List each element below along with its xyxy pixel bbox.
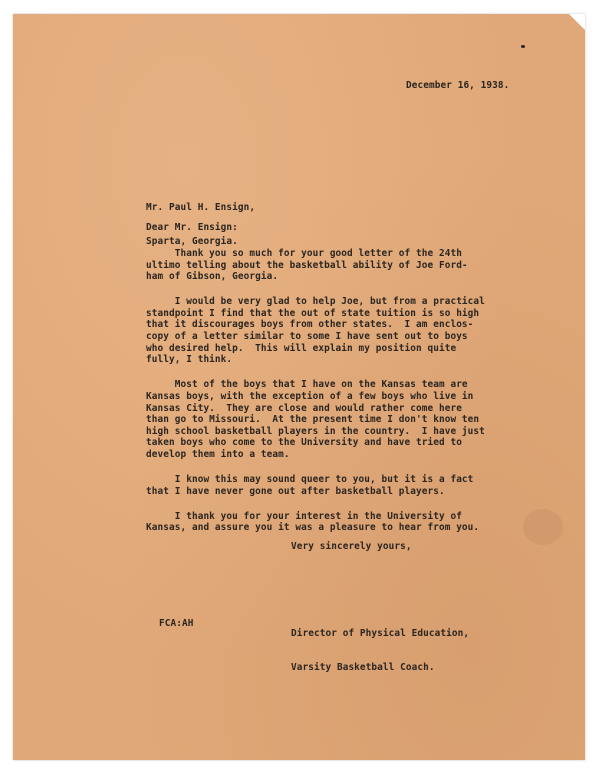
signature-title: Director of Physical Education, — [291, 628, 470, 639]
body-paragraph — [146, 248, 485, 283]
body-line: that it discourages boys from other states. I am enclos- — [146, 319, 474, 331]
body-line: ultimo telling about the basketball ability of Joe Ford- — [146, 259, 468, 271]
body-line: I would be very glad to help Joe, but from a practical — [146, 296, 485, 308]
body-line: taken boys who come to the University and have tried to — [146, 437, 462, 449]
body-paragraph — [146, 474, 485, 497]
body-line: ham of Gibson, Georgia. — [146, 271, 279, 283]
typist-initials: FCA:AH — [159, 618, 194, 629]
recipient-name: Mr. Paul H. Ensign, — [146, 202, 256, 213]
body-line: Kansas City. They are close and would rather come here — [146, 402, 462, 414]
body-line: high school basketball players in the country. I have just — [146, 425, 485, 437]
body-line: Kansas boys, with the exception of a few boys who live in — [146, 390, 474, 402]
pencil-mark — [521, 45, 525, 48]
page-corner-fold — [569, 14, 585, 30]
body-line: that I have never gone out after basketball players. — [146, 485, 445, 497]
body-line: develop them into a team. — [146, 448, 290, 460]
closing: Very sincerely yours, — [291, 541, 412, 552]
letter-page — [13, 14, 585, 760]
letter-body — [146, 248, 485, 534]
body-line: than go to Missouri. At the present time I don't know ten — [146, 414, 480, 426]
salutation: Dear Mr. Ensign: — [146, 222, 238, 233]
body-line: who desired help. This will explain my position quite — [146, 342, 457, 354]
body-line: standpoint I find that the out of state tuition is so high — [146, 307, 480, 319]
body-line: fully, I think. — [146, 354, 233, 366]
body-paragraph — [146, 379, 485, 460]
paper-stain — [523, 509, 563, 545]
body-line: I thank you for your interest in the University of — [146, 510, 462, 522]
letter-date: December 16, 1938. — [406, 80, 510, 91]
body-line: Thank you so much for your good letter of the 24th — [146, 248, 462, 259]
signature-subtitle: Varsity Basketball Coach. — [291, 661, 435, 673]
body-paragraph — [146, 296, 485, 366]
body-line: I know this may sound queer to you, but it is a fact — [146, 474, 474, 485]
body-paragraph — [146, 511, 485, 534]
recipient-address: Sparta, Georgia. — [146, 235, 238, 247]
body-line: Kansas, and assure you it was a pleasure to hear from you. — [146, 522, 480, 534]
body-line: Most of the boys that I have on the Kansas team are — [146, 379, 468, 391]
body-line: copy of a letter similar to some I have sent out to boys — [146, 331, 468, 343]
signature-block — [291, 606, 469, 695]
